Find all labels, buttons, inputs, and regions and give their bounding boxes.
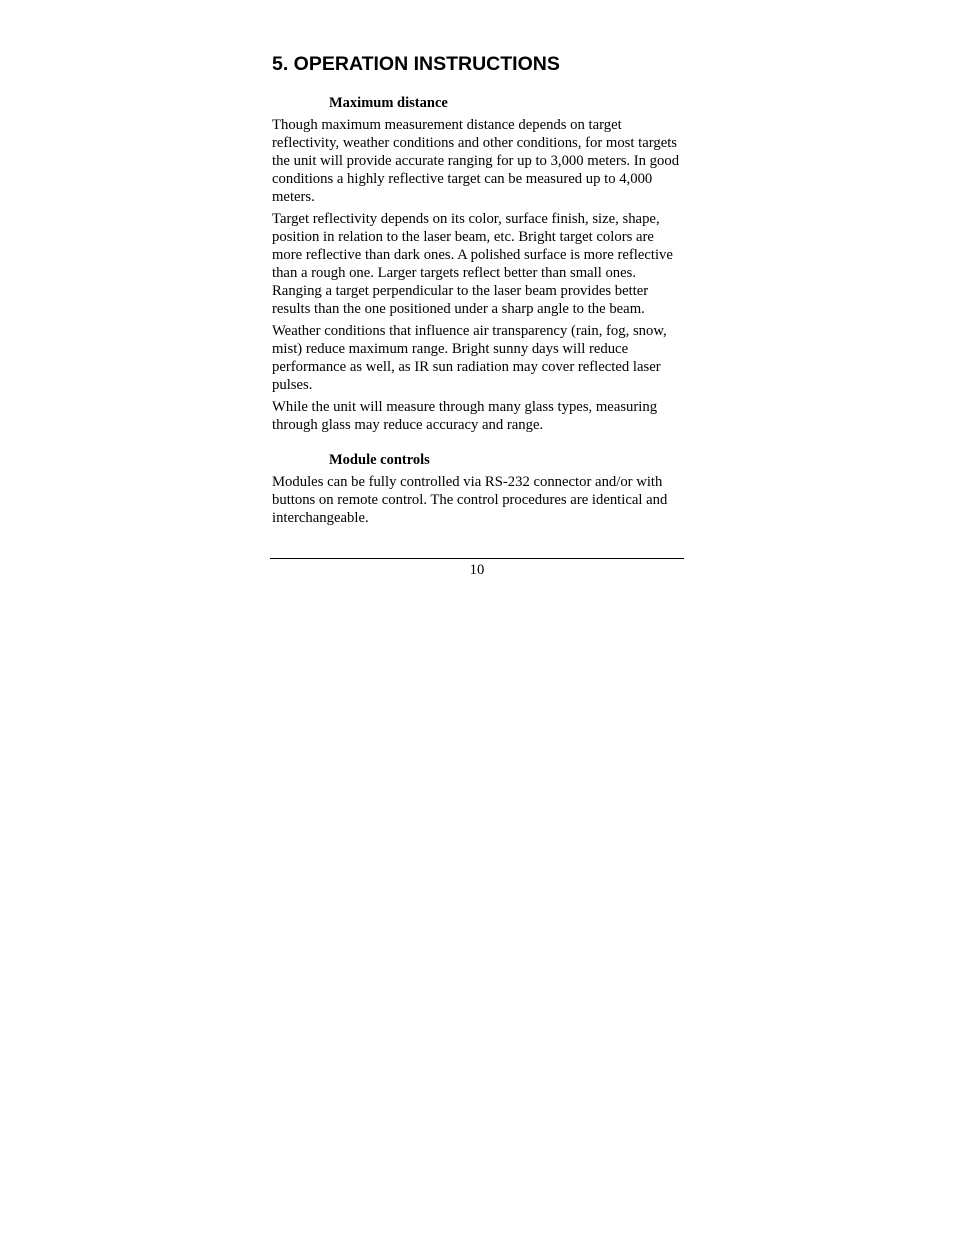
chapter-title: 5. OPERATION INSTRUCTIONS <box>272 53 560 75</box>
paragraph: Weather conditions that influence air transparency (rain, fog, snow, mist) reduce maximum range. Bright sunny days will reduce performance as well, as IR sun radiation may cover reflected laser pulses. <box>272 323 667 393</box>
footer-divider <box>270 558 684 559</box>
paragraph: Though maximum measurement distance depends on target reflectivity, weather conditions and other conditions, for most targets the unit will provide accurate ranging for up to 3,000 meters. In good conditions a highly reflective target can be measured up to 4,000 meters. <box>272 117 680 205</box>
section-heading-module-controls: Module controls <box>329 452 430 468</box>
page-content <box>272 52 684 531</box>
paragraph: Modules can be fully controlled via RS-232 connector and/or with buttons on remote control. The control procedures are identical and interchangeable. <box>272 474 668 526</box>
section-heading-maximum-distance: Maximum distance <box>329 95 448 111</box>
page-number: 10 <box>469 562 485 578</box>
paragraph: Target reflectivity depends on its color, surface finish, size, shape, position in relation to the laser beam, etc. Bright target colors are more reflective than dark ones. A polished surface is more reflective than a rough one. Larger targets reflect better than small ones. Ranging a target perpendicular to the laser beam provides better results than the one positioned under a sharp angle to the beam. <box>272 211 673 317</box>
paragraph: While the unit will measure through many glass types, measuring through glass may reduce accuracy and range. <box>272 399 658 433</box>
